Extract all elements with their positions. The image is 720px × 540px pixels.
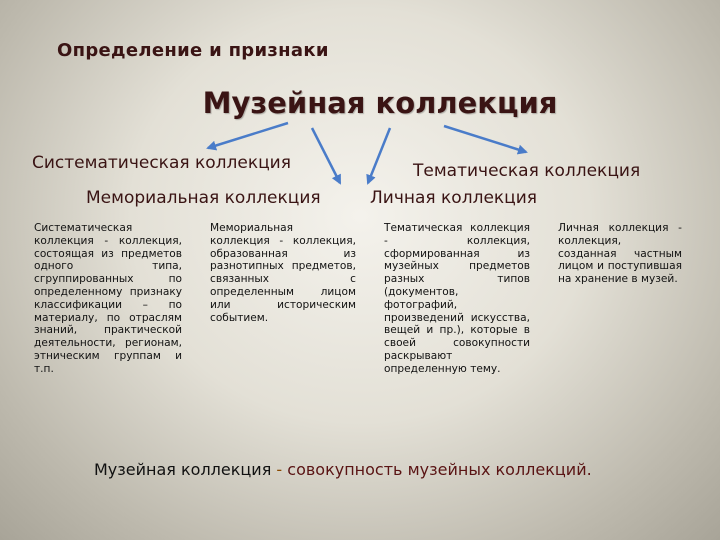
arrow-to-personal <box>368 128 390 183</box>
footer-text: совокупность музейных коллекций. <box>287 460 592 479</box>
definition-personal: Личная коллекция - коллекция, созданная частным лицом и поступившая на хранение в музей. <box>558 222 682 286</box>
footer-definition <box>94 460 592 479</box>
main-title: Музейная коллекция <box>202 86 558 120</box>
footer-dash: - <box>271 460 288 479</box>
definition-thematic: Тематическая коллекция - коллекция, сформированная из музейных предметов разных типов (документов, фотографий, произведений искусства, вещей и пр.), которые в своей совокупности раскрывают определенную тему. <box>384 222 530 375</box>
arrow-to-systematic <box>208 123 288 148</box>
definition-memorial: Мемориальная коллекция - коллекция, образованная из разнотипных предметов, связанных с определенным лицом или историческим событием. <box>210 222 356 324</box>
footer-term: Музейная коллекция <box>94 460 272 479</box>
category-thematic: Тематическая коллекция <box>413 161 641 181</box>
category-memorial: Мемориальная коллекция <box>86 188 321 208</box>
arrow-to-thematic <box>444 126 526 152</box>
definition-systematic: Систематическая коллекция - коллекция, состоящая из предметов одного типа, сгруппированных по определенному признаку классификации – по материалу, по отраслям знаний, практической деятельности, регионам, этническим группам и т.п. <box>34 222 182 375</box>
category-personal: Личная коллекция <box>370 188 538 208</box>
slide-heading: Определение и признаки <box>57 40 329 61</box>
arrow-to-memorial <box>312 128 340 183</box>
category-systematic: Систематическая коллекция <box>32 153 291 173</box>
